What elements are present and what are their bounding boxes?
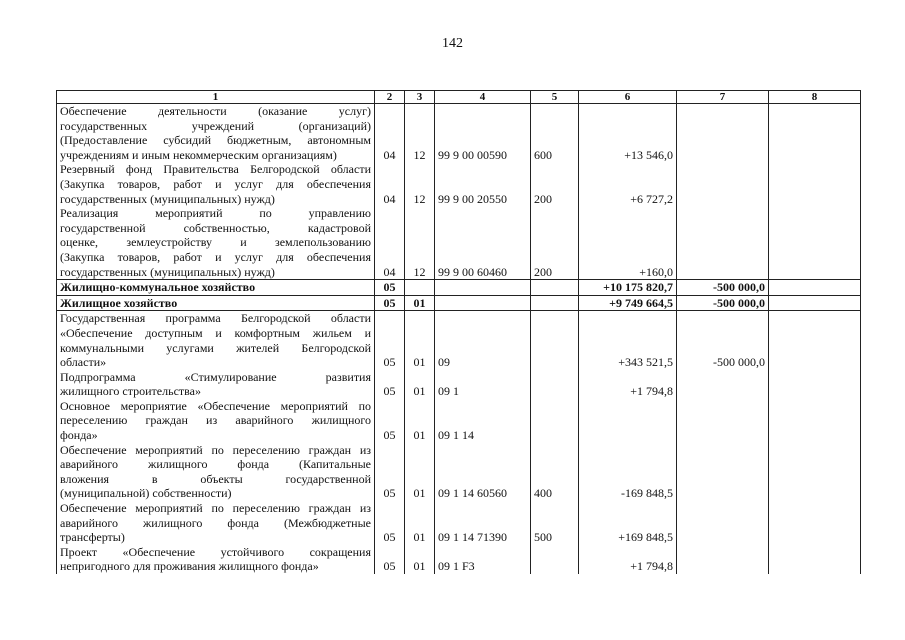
section-code-cell: 05 xyxy=(375,399,405,443)
row-name-cell xyxy=(57,295,375,311)
row-name-line: Резервный фонд Правительства Белгородской области xyxy=(60,162,371,177)
amount-change-2-cell: -500 000,0 xyxy=(677,311,769,370)
amount-change-3-cell xyxy=(769,399,861,443)
section-code-cell: 04 xyxy=(375,104,405,163)
table-row xyxy=(57,370,861,399)
row-name-line: Основное мероприятие «Обеспечение мероприятий по xyxy=(60,398,371,413)
expense-type-cell: 200 xyxy=(531,206,579,279)
header-cell-1: 1 xyxy=(57,91,375,104)
row-name-line: непригодного для проживания жилищного фонда» xyxy=(60,559,319,574)
expense-type-cell: 600 xyxy=(531,104,579,163)
amount-change-2-cell: -500 000,0 xyxy=(677,295,769,311)
amount-change-3-cell xyxy=(769,206,861,279)
expense-type-cell xyxy=(531,545,579,574)
row-name-line: «Обеспечение доступным и комфортным жильем и xyxy=(60,325,371,340)
table-row xyxy=(57,443,861,501)
expense-type-cell: 200 xyxy=(531,162,579,206)
amount-change-cell: +1 794,8 xyxy=(579,545,677,574)
section-row xyxy=(57,295,861,311)
target-article-cell xyxy=(435,295,531,311)
row-name-line: фонда» xyxy=(60,428,98,443)
row-name-line: Подпрограмма «Стимулирование развития xyxy=(60,369,371,384)
subsection-code-cell: 01 xyxy=(405,443,435,501)
target-article-cell: 09 xyxy=(435,311,531,370)
amount-change-3-cell xyxy=(769,311,861,370)
section-code-cell: 05 xyxy=(375,443,405,501)
row-name-line: учреждениям и иным некоммерческим организациям) xyxy=(60,147,337,162)
row-name-line: государственных (муниципальных) нужд) xyxy=(60,191,275,206)
amount-change-3-cell xyxy=(769,295,861,311)
header-cell-5: 5 xyxy=(531,91,579,104)
target-article-cell: 09 1 14 60560 xyxy=(435,443,531,501)
row-name-line: вложения в объекты государственной xyxy=(60,471,371,486)
table-row xyxy=(57,104,861,163)
amount-change-2-cell xyxy=(677,501,769,545)
row-name-cell xyxy=(57,162,375,206)
table-row xyxy=(57,501,861,545)
amount-change-3-cell xyxy=(769,370,861,399)
header-cell-7: 7 xyxy=(677,91,769,104)
header-cell-6: 6 xyxy=(579,91,677,104)
amount-change-2-cell xyxy=(677,443,769,501)
subsection-code-cell xyxy=(405,280,435,296)
target-article-cell: 99 9 00 60460 xyxy=(435,206,531,279)
target-article-cell: 09 1 14 xyxy=(435,399,531,443)
section-code-cell: 05 xyxy=(375,311,405,370)
row-name-line: жилищного строительства» xyxy=(60,384,201,399)
section-row xyxy=(57,280,861,296)
row-name-cell xyxy=(57,501,375,545)
section-code-cell: 05 xyxy=(375,295,405,311)
table-header-row xyxy=(57,91,861,104)
expense-type-cell xyxy=(531,399,579,443)
section-code-cell: 05 xyxy=(375,280,405,296)
amount-change-cell xyxy=(579,399,677,443)
row-name-cell xyxy=(57,443,375,501)
amount-change-3-cell xyxy=(769,162,861,206)
amount-change-2-cell xyxy=(677,104,769,163)
subsection-code-cell: 01 xyxy=(405,295,435,311)
row-name-cell xyxy=(57,399,375,443)
row-name-line: государственной собственностью, кадастровой xyxy=(60,220,371,235)
amount-change-cell: +169 848,5 xyxy=(579,501,677,545)
expense-type-cell xyxy=(531,280,579,296)
subsection-code-cell: 12 xyxy=(405,206,435,279)
row-name-line: (Закупка товаров, работ и услуг для обеспечения xyxy=(60,176,371,191)
section-code-cell: 05 xyxy=(375,501,405,545)
row-name-line: трансферты) xyxy=(60,530,125,545)
amount-change-cell: +343 521,5 xyxy=(579,311,677,370)
expense-type-cell xyxy=(531,311,579,370)
row-name-line: Обеспечение мероприятий по переселению граждан из xyxy=(60,501,371,516)
row-name-line: аварийного жилищного фонда (Межбюджетные xyxy=(60,515,371,530)
table-row xyxy=(57,311,861,370)
amount-change-3-cell xyxy=(769,545,861,574)
amount-change-2-cell xyxy=(677,399,769,443)
section-code-cell: 05 xyxy=(375,545,405,574)
row-name-line: Обеспечение деятельности (оказание услуг) xyxy=(60,104,371,118)
row-name-line: (Закупка товаров, работ и услуг для обеспечения xyxy=(60,249,371,264)
row-name-line: области» xyxy=(60,355,107,370)
table-row xyxy=(57,206,861,279)
row-name-line: государственных учреждений (организаций) xyxy=(60,118,371,133)
amount-change-3-cell xyxy=(769,501,861,545)
target-article-cell: 09 1 14 71390 xyxy=(435,501,531,545)
row-name-line: Обеспечение мероприятий по переселению граждан из xyxy=(60,442,371,457)
subsection-code-cell: 12 xyxy=(405,104,435,163)
amount-change-cell: +160,0 xyxy=(579,206,677,279)
section-code-cell: 05 xyxy=(375,370,405,399)
expense-type-cell: 500 xyxy=(531,501,579,545)
header-cell-2: 2 xyxy=(375,91,405,104)
amount-change-cell: +13 546,0 xyxy=(579,104,677,163)
row-name-line: государственных (муниципальных) нужд) xyxy=(60,264,275,279)
row-name-line: (муниципальной) собственности) xyxy=(60,486,232,501)
header-cell-4: 4 xyxy=(435,91,531,104)
section-code-cell: 04 xyxy=(375,206,405,279)
subsection-code-cell: 01 xyxy=(405,545,435,574)
row-name-cell xyxy=(57,280,375,296)
header-cell-3: 3 xyxy=(405,91,435,104)
row-name-line: оценке, землеустройству и землепользованию xyxy=(60,235,371,250)
expense-type-cell: 400 xyxy=(531,443,579,501)
expense-type-cell xyxy=(531,295,579,311)
header-cell-8: 8 xyxy=(769,91,861,104)
amount-change-2-cell xyxy=(677,370,769,399)
target-article-cell: 09 1 xyxy=(435,370,531,399)
target-article-cell: 99 9 00 00590 xyxy=(435,104,531,163)
row-name-cell xyxy=(57,370,375,399)
amount-change-3-cell xyxy=(769,104,861,163)
target-article-cell: 09 1 F3 xyxy=(435,545,531,574)
subsection-code-cell: 01 xyxy=(405,399,435,443)
amount-change-2-cell xyxy=(677,206,769,279)
section-code-cell: 04 xyxy=(375,162,405,206)
row-name-line: коммунальными услугами жителей Белгородской xyxy=(60,340,371,355)
page-number: 142 xyxy=(442,36,463,51)
amount-change-cell: +10 175 820,7 xyxy=(579,280,677,296)
expense-type-cell xyxy=(531,370,579,399)
amount-change-cell: +6 727,2 xyxy=(579,162,677,206)
budget-table xyxy=(56,90,861,574)
table-row xyxy=(57,399,861,443)
subsection-code-cell: 01 xyxy=(405,370,435,399)
row-name-cell xyxy=(57,206,375,279)
subsection-code-cell: 12 xyxy=(405,162,435,206)
row-name-cell xyxy=(57,545,375,574)
table-row xyxy=(57,162,861,206)
row-name-line: Государственная программа Белгородской области xyxy=(60,311,371,326)
row-name-line: Жилищно-коммунальное хозяйство xyxy=(60,280,256,295)
target-article-cell xyxy=(435,280,531,296)
amount-change-cell: -169 848,5 xyxy=(579,443,677,501)
amount-change-3-cell xyxy=(769,443,861,501)
amount-change-cell: +9 749 664,5 xyxy=(579,295,677,311)
row-name-line: Жилищное хозяйство xyxy=(60,295,178,310)
row-name-line: Реализация мероприятий по управлению xyxy=(60,206,371,221)
amount-change-2-cell xyxy=(677,162,769,206)
amount-change-3-cell xyxy=(769,280,861,296)
amount-change-cell: +1 794,8 xyxy=(579,370,677,399)
row-name-line: (Предоставление субсидий бюджетным, автономным xyxy=(60,133,371,148)
target-article-cell: 99 9 00 20550 xyxy=(435,162,531,206)
table-row xyxy=(57,545,861,574)
subsection-code-cell: 01 xyxy=(405,501,435,545)
row-name-line: аварийного жилищного фонда (Капитальные xyxy=(60,457,371,472)
amount-change-2-cell xyxy=(677,545,769,574)
amount-change-2-cell: -500 000,0 xyxy=(677,280,769,296)
subsection-code-cell: 01 xyxy=(405,311,435,370)
row-name-cell xyxy=(57,311,375,370)
row-name-cell xyxy=(57,104,375,163)
row-name-line: переселению граждан из аварийного жилищного xyxy=(60,413,371,428)
row-name-line: Проект «Обеспечение устойчивого сокращения xyxy=(60,544,371,559)
